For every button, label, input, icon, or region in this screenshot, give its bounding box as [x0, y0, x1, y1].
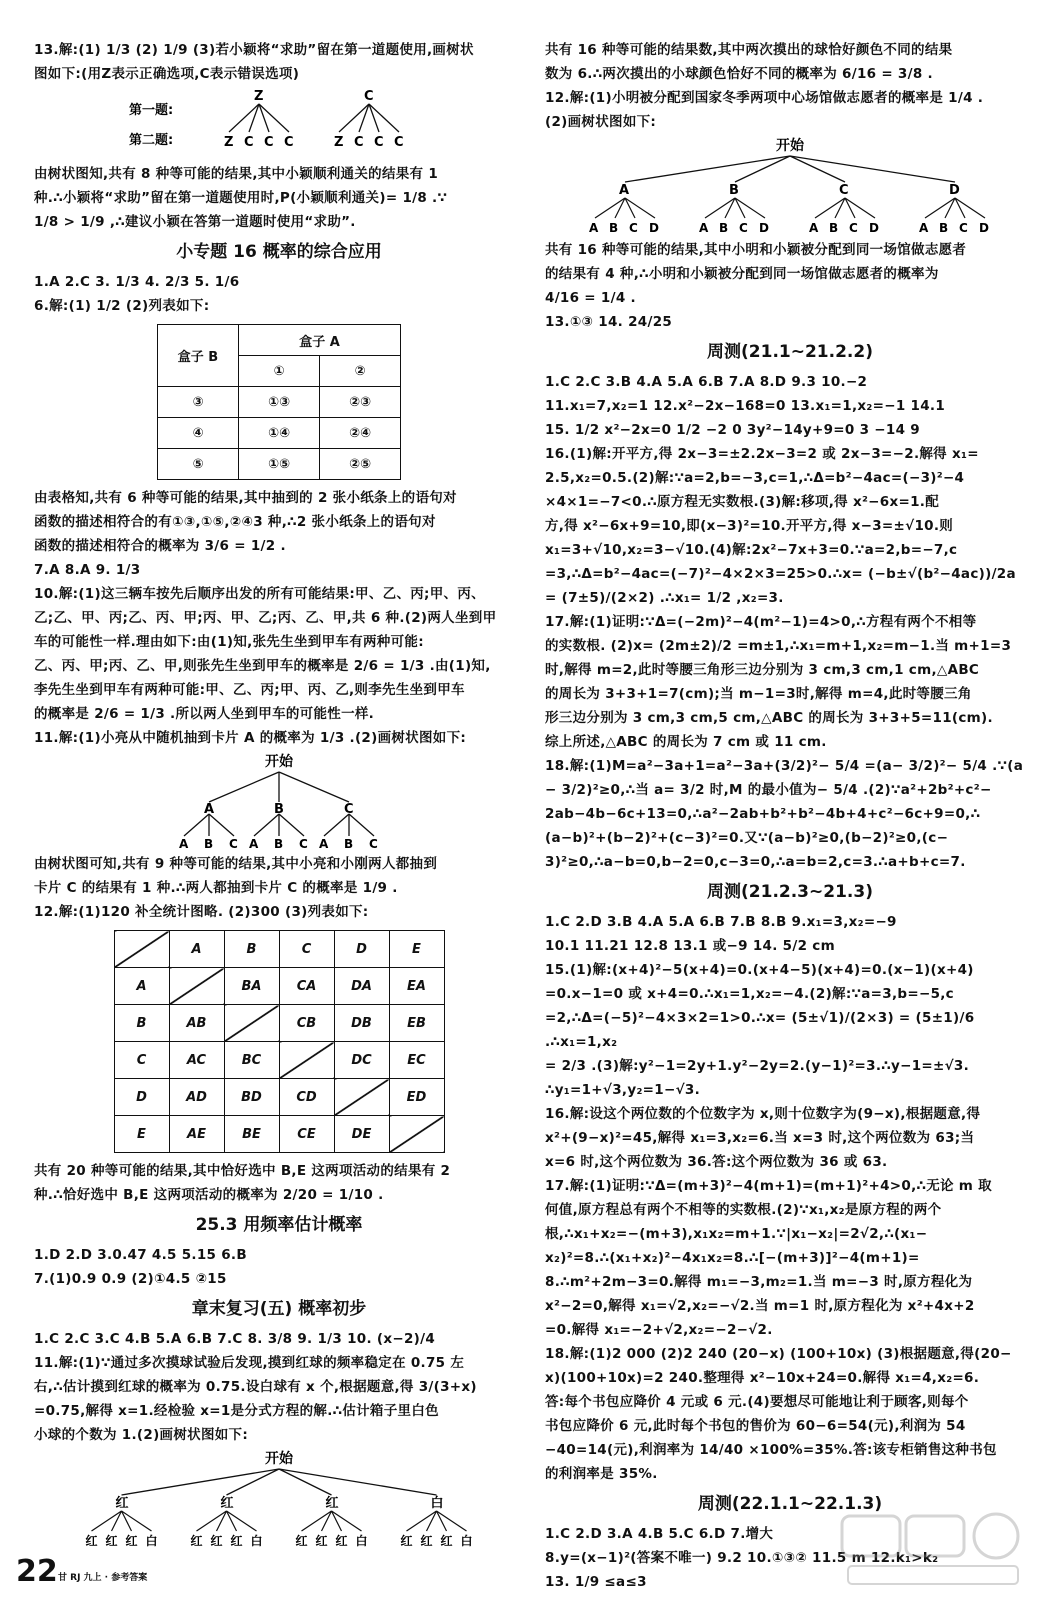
tree-node: A [699, 221, 709, 235]
tree-node: C [849, 221, 858, 235]
table-cell: BE [224, 1116, 279, 1153]
tree-node: Z [254, 89, 264, 104]
answer-line: 7.A 8.A 9. 1/3 [34, 562, 141, 578]
text-line: 的周长为 3+3+1=7(cm);当 m−1=3时,解得 m=4,此时等腰三角 [545, 686, 972, 702]
text-line: 的利润率是 35%. [545, 1466, 658, 1482]
answer-line: 10.1 11.21 12.8 13.1 或−9 14. 5/2 cm [545, 938, 835, 954]
text-line: 16.(1)解:开平方,得 2x−3=±2.2x−3=2 或 2x−3=−2.解得 x₁= [545, 446, 979, 462]
tree-node: A [619, 183, 630, 198]
table-cell: DE [334, 1116, 389, 1153]
table-cell [114, 931, 169, 968]
text-line: (a−b)²+(b−2)²+(c−3)²=0.又∵(a−b)²≥0,(b−2)²≥0,(c− [545, 830, 949, 846]
text-line: 2.5,x₂=0.5.(2)解:∵a=2,b=−3,c=1,∴Δ=b²−4ac=(−3)²−4 [545, 470, 965, 486]
tree-node: C [299, 837, 308, 850]
text-line: 由表格知,共有 6 种等可能的结果,其中抽到的 2 张小纸条上的语句对 [34, 490, 457, 506]
text-line: 李先生坐到甲车有两种可能:甲、乙、丙;甲、丙、乙,则李先生坐到甲车 [34, 682, 465, 698]
text-line: 答:每个书包应降价 4 元或 6 元.(4)要想尽可能地让利于顾客,则每个 [545, 1394, 969, 1410]
tree-node: 红 [440, 1534, 453, 1548]
table-box [157, 324, 401, 480]
watermark-logo-icon [838, 1510, 1028, 1590]
text-line: 由树状图知,共有 8 种等可能的结果,其中小颖顺利通关的结果有 1 [34, 166, 439, 182]
tree-node: B [939, 221, 949, 235]
text-line: 18.解:(1)2 000 (2)2 240 (20−x) (100+10x) (3)根据题意,得(20− [545, 1346, 1012, 1362]
table-cell: E [114, 1116, 169, 1153]
table-cell: B [114, 1005, 169, 1042]
tree-node: B [729, 183, 739, 198]
table-cell: ②④ [320, 418, 401, 449]
table-cell: EB [389, 1005, 444, 1042]
tree-label: 第二题: [129, 133, 174, 148]
table-cell: EC [389, 1042, 444, 1079]
table-cell: AB [169, 1005, 224, 1042]
text-line: 10.解:(1)这三辆车按先后顺序出发的所有可能结果:甲、乙、丙;甲、丙、 [34, 586, 485, 602]
answer-line: 11.x₁=7,x₂=1 12.x²−2x−168=0 13.x₁=1,x₂=−1 14.1 [545, 398, 946, 414]
table-cell: D [114, 1079, 169, 1116]
table-cell: ②⑤ [320, 449, 401, 480]
answer-line: 1.C 2.C 3.B 4.A 5.A 6.B 7.A 8.D 9.3 10.−2 [545, 374, 868, 390]
text-line: 数为 6.∴两次摸出的小球颜色恰好不同的概率为 6/16 = 3/8 . [545, 66, 933, 82]
right-column [545, 38, 1035, 1594]
table-cell: EA [389, 968, 444, 1005]
tree-node: A [919, 221, 929, 235]
answer-line: 13. 1/9 ≤a≤3 [545, 1574, 647, 1590]
tree-node: B [274, 837, 284, 850]
text-line: 2ab−4b−6c+13=0,∴a²−2ab+b²+b²−4b+4+c²−6c+9=0,∴ [545, 806, 981, 822]
table-row [158, 449, 401, 480]
table-cell: C [279, 931, 334, 968]
text-line: =3,∴Δ=b²−4ac=(−7)²−4×2×3=25>0.∴x= (−b±√(b²−4ac))/2a [545, 566, 1016, 582]
text-line: −40=14(元),利润率为 14/40 ×100%=35%.答:该专柜销售这种书包 [545, 1442, 997, 1458]
answer-line: 1.D 2.D 3.0.47 4.5 5.15 6.B [34, 1247, 247, 1263]
table-header: 盒子 A [239, 325, 401, 356]
table-cell: ② [320, 356, 401, 387]
tree-branch [790, 156, 955, 182]
tree-node: 开始 [265, 1451, 293, 1467]
tree-node: C [839, 183, 849, 198]
text-line: 18.解:(1)M=a²−3a+1=a²−3a+(3/2)²− 5/4 =(a− 3/2)²− 5/4 .∵(a [545, 758, 1024, 774]
tree-node: 红 [315, 1534, 328, 1548]
answer-line: 13.①③ 14. 24/25 [545, 314, 673, 330]
text-line: ×4×1=−7<0.∴原方程无实数根.(3)解:移项,得 x²−6x=1.配 [545, 494, 940, 510]
text-line: x₁=3+√10,x₂=3−√10.(4)解:2x²−7x+3=0.∵a=2,b=−7,c [545, 542, 958, 558]
table-cell: AC [169, 1042, 224, 1079]
text-line: 11.解:(1)∵通过多次摸球试验后发现,摸到红球的频率稳定在 0.75 左 [34, 1355, 465, 1371]
tree-node: A [249, 837, 259, 850]
tree-node: 白 [460, 1534, 473, 1548]
tree-branch [625, 156, 790, 182]
table-cell: ①⑤ [239, 449, 320, 480]
table-header: 盒子 B [158, 325, 239, 387]
answer-line: 1.C 2.C 3.C 4.B 5.A 6.B 7.C 8. 3/8 9. 1/3 10. (x−2)/4 [34, 1331, 436, 1347]
section-title: 周测(21.1~21.2.2) [707, 342, 873, 362]
table-cell: CE [279, 1116, 334, 1153]
text-line: =2,∴Δ=(−5)²−4×3×2=1>0.∴x= (5±√1)/(2×3) = (5±1)/6 .∴x₁=1,x₂ [545, 1010, 975, 1050]
table-cell: D [334, 931, 389, 968]
text-line: − 3/2)²≥0,∴当 a= 3/2 时,M 的最小值为− 5/4 .(2)∵a²+2b²+c²− [545, 782, 992, 798]
tree-node: 红 [420, 1534, 433, 1548]
answer-line: 1.A 2.C 3. 1/3 4. 2/3 5. 1/6 [34, 274, 240, 290]
table-cell: A [114, 968, 169, 1005]
text-line: = (7±5)/(2×2) .∴x₁= 1/2 ,x₂=3. [545, 590, 784, 606]
page-number: 22 [16, 1554, 58, 1589]
answer-line: 7.(1)0.9 0.9 (2)①4.5 ②15 [34, 1271, 227, 1287]
tree-node: 红 [85, 1534, 98, 1548]
table-cell: BA [224, 968, 279, 1005]
text-line: 15.(1)解:(x+4)²−5(x+4)=0.(x+4−5)(x+4)=0.(x−1)(x+4) [545, 962, 974, 978]
text-line: 12.解:(1)120 补全统计图略. (2)300 (3)列表如下: [34, 904, 369, 920]
table-cell: A [169, 931, 224, 968]
tree-node: 白 [355, 1534, 368, 1548]
tree-node: 红 [210, 1534, 223, 1548]
text-line: 图如下:(用Z表示正确选项,C表示错误选项) [34, 66, 300, 82]
tree-node: C [344, 802, 354, 817]
text-line: x=6 时,这个两位数为 36.答:这个两位数为 36 或 63. [545, 1154, 888, 1170]
text-line: 共有 16 种等可能的结果数,其中两次摸出的球恰好颜色不同的结果 [545, 42, 953, 58]
text-line: 乙、丙、甲;丙、乙、甲,则张先生坐到甲车的概率是 2/6 = 1/3 .由(1)知, [34, 658, 491, 674]
section-title: 25.3 用频率估计概率 [195, 1215, 363, 1235]
tree-node: 红 [295, 1534, 308, 1548]
text-line: 车的可能性一样.理由如下:由(1)知,张先生坐到甲车有两种可能: [34, 634, 424, 650]
table-pairs [114, 930, 445, 1153]
text-line: 综上所述,△ABC 的周长为 7 cm 或 11 cm. [545, 734, 827, 750]
tree-node: 白 [250, 1534, 263, 1548]
tree-node: Z [224, 135, 234, 150]
text-line: 6.解:(1) 1/2 (2)列表如下: [34, 298, 210, 314]
tree-diagram-11 [99, 752, 459, 850]
text-line: 根,∴x₁+x₂=−(m+3),x₁x₂=m+1.∵|x₁−x₂|=2√2,∴(x₁− [545, 1226, 928, 1242]
tree-node: D [649, 221, 659, 235]
tree-node: C [364, 89, 374, 104]
table-cell: DC [334, 1042, 389, 1079]
text-line: 卡片 C 的结果有 1 种.∴两人都抽到卡片 C 的概率是 1/9 . [34, 880, 398, 896]
tree-node: 红 [400, 1534, 413, 1548]
table-cell: DB [334, 1005, 389, 1042]
text-line: x)(100+10x)=2 240.整理得 x²−10x+24=0.解得 x₁=4,x₂=6. [545, 1370, 980, 1386]
text-line: =0.x−1=0 或 x+4=0.∴x₁=1,x₂=−4.(2)解:∵a=3,b=−5,c [545, 986, 954, 1002]
tree-node: 红 [105, 1534, 118, 1548]
text-line: ∴y₁=1+√3,y₂=1−√3. [545, 1082, 701, 1098]
tree-node: B [719, 221, 729, 235]
tree-node: C [244, 135, 254, 150]
table-cell: B [224, 931, 279, 968]
tree-diagram-review [69, 1449, 489, 1549]
text-line: 的结果有 4 种,∴小明和小颖被分配到同一场馆做志愿者的概率为 [545, 266, 939, 282]
text-line: 17.解:(1)证明:∵Δ=(m+3)²−4(m+1)=(m+1)²+4>0,∴无论 m 取 [545, 1178, 992, 1194]
text-line: 的实数根. (2)x= (2m±2)/2 =m±1,∴x₁=m+1,x₂=m−1.当 m+1=3 [545, 638, 1012, 654]
table-row [158, 387, 401, 418]
footer-label: 甘 RJ 九上 · 参考答案 [58, 1573, 148, 1583]
tree-node: 红 [325, 1496, 339, 1511]
tree-branch [122, 1469, 280, 1495]
table-row [114, 1042, 444, 1079]
text-line: 的概率是 2/6 = 1/3 .所以两人坐到甲车的可能性一样. [34, 706, 375, 722]
table-cell: ①③ [239, 387, 320, 418]
table-header-row [114, 931, 444, 968]
table-cell: BC [224, 1042, 279, 1079]
tree-node: C [629, 221, 638, 235]
table-row [114, 968, 444, 1005]
tree-diagram-13 [69, 88, 489, 160]
text-line: 1/8 > 1/9 ,∴建议小颖在答第一道题时使用“求助”. [34, 214, 356, 230]
tree-node: C [354, 135, 364, 150]
tree-node: B [609, 221, 619, 235]
table-row [114, 1116, 444, 1153]
text-line: (2)画树状图如下: [545, 114, 657, 130]
table-cell: C [114, 1042, 169, 1079]
tree-node: 红 [230, 1534, 243, 1548]
tree-node: 白 [430, 1496, 444, 1511]
table-cell: AE [169, 1116, 224, 1153]
tree-node: C [959, 221, 968, 235]
tree-node: A [589, 221, 599, 235]
tree-node: 红 [335, 1534, 348, 1548]
table-cell [279, 1042, 334, 1079]
table-row [158, 418, 401, 449]
table-cell: ②③ [320, 387, 401, 418]
tree-node: C [229, 837, 238, 850]
table-cell [389, 1116, 444, 1153]
text-line: =0.解得 x₁=−2+√2,x₂=−2−√2. [545, 1322, 773, 1338]
text-line: 种.∴小颖将“求助”留在第一道题使用时,P(小颖顺利通关)= 1/8 .∵ [34, 190, 448, 206]
tree-node: C [284, 135, 294, 150]
table-cell [224, 1005, 279, 1042]
tree-node: 开始 [265, 754, 293, 770]
tree-node: A [809, 221, 819, 235]
section-title: 周测(21.2.3~21.3) [707, 882, 873, 902]
text-line: = 2/3 .(3)解:y²−1=2y+1.y²−2y=2.(y−1)²=3.∴y−1=±√3. [545, 1058, 970, 1074]
text-line: 由树状图可知,共有 9 种等可能的结果,其中小亮和小刚两人都抽到 [34, 856, 438, 872]
tree-node: A [204, 802, 215, 817]
tree-node: 开始 [776, 138, 804, 154]
table-cell: BD [224, 1079, 279, 1116]
table-row [114, 1005, 444, 1042]
tree-node: C [374, 135, 384, 150]
table-cell: AD [169, 1079, 224, 1116]
section-title: 周测(22.1.1~22.1.3) [697, 1494, 883, 1514]
left-column [34, 38, 524, 1551]
section-title: 小专题 16 概率的综合应用 [176, 242, 382, 262]
table-cell: ① [239, 356, 320, 387]
tree-node: 红 [190, 1534, 203, 1548]
table-cell: CB [279, 1005, 334, 1042]
tree-node: D [869, 221, 879, 235]
text-line: 13.解:(1) 1/3 (2) 1/9 (3)若小颖将“求助”留在第一道题使用,画树状 [34, 42, 474, 58]
text-line: =0.75,解得 x=1.经检验 x=1是分式方程的解.∴估计箱子里白色 [34, 1403, 439, 1419]
text-line: 乙;乙、甲、丙;乙、丙、甲;丙、甲、乙;丙、乙、甲,共 6 种.(2)两人坐到甲 [34, 610, 497, 626]
text-line: 11.解:(1)小亮从中随机抽到卡片 A 的概率为 1/3 .(2)画树状图如下: [34, 730, 467, 746]
tree-node: C [264, 135, 274, 150]
tree-node: 白 [145, 1534, 158, 1548]
table-cell: ⑤ [158, 449, 239, 480]
text-line: x²−2=0,解得 x₁=√2,x₂=−√2.当 m=1 时,原方程化为 x²+4x+2 [545, 1298, 975, 1314]
answer-line: 15. 1/2 x²−2x=0 1/2 −2 0 3y²−14y+9=0 3 −14 9 [545, 422, 920, 438]
text-line: 8.∴m²+2m−3=0.解得 m₁=−3,m₂=1.当 m=−3 时,原方程化为 [545, 1274, 973, 1290]
text-line: 函数的描述相符合的概率为 3/6 = 1/2 . [34, 538, 286, 554]
text-line: 共有 16 种等可能的结果,其中小明和小颖被分配到同一场馆做志愿者 [545, 242, 967, 258]
table-cell: CA [279, 968, 334, 1005]
tree-node: D [979, 221, 989, 235]
text-line: 12.解:(1)小明被分配到国家冬季两项中心场馆做志愿者的概率是 1/4 . [545, 90, 984, 106]
text-line: 种.∴恰好选中 B,E 这两项活动的概率为 2/20 = 1/10 . [34, 1187, 384, 1203]
table-row [114, 1079, 444, 1116]
text-line: 4/16 = 1/4 . [545, 290, 636, 306]
text-line: 函数的描述相符合的有①③,①⑤,②④3 种,∴2 张小纸条上的语句对 [34, 514, 436, 530]
tree-node: C [369, 837, 378, 850]
text-line: 何值,原方程总有两个不相等的实数根.(2)∵x₁,x₂是原方程的两个 [545, 1202, 942, 1218]
answer-line: 1.C 2.D 3.A 4.B 5.C 6.D 7.增大 [545, 1526, 774, 1542]
section-title: 章末复习(五) 概率初步 [191, 1299, 367, 1319]
tree-node: B [274, 802, 284, 817]
text-line: 共有 20 种等可能的结果,其中恰好选中 B,E 这两项活动的结果有 2 [34, 1163, 451, 1179]
table-cell: ④ [158, 418, 239, 449]
tree-node: B [829, 221, 839, 235]
table-cell [334, 1079, 389, 1116]
table-cell: ③ [158, 387, 239, 418]
table-cell: ED [389, 1079, 444, 1116]
tree-node: A [319, 837, 329, 850]
text-line: 16.解:设这个两位数的个位数字为 x,则十位数字为(9−x),根据题意,得 [545, 1106, 981, 1122]
table-cell: ①④ [239, 418, 320, 449]
tree-node: C [739, 221, 748, 235]
tree-branch [279, 1469, 437, 1495]
tree-node: B [204, 837, 214, 850]
tree-diagram-12 [570, 136, 1010, 236]
text-line: 3)²≥0,∴a−b=0,b−2=0,c−3=0,∴a=b=2,c=3.∴a+b+c=7. [545, 854, 966, 870]
text-line: x²+(9−x)²=45,解得 x₁=3,x₂=6.当 x=3 时,这个两位数为 63;当 [545, 1130, 975, 1146]
tree-node: Z [334, 135, 344, 150]
text-line: 形三边分别为 3 cm,3 cm,5 cm,△ABC 的周长为 3+3+5=11(cm). [545, 710, 993, 726]
text-line: 17.解:(1)证明:∵Δ=(−2m)²−4(m²−1)=4>0,∴方程有两个不相等 [545, 614, 977, 630]
table-cell: DA [334, 968, 389, 1005]
tree-node: D [759, 221, 769, 235]
text-line: 书包应降价 6 元,此时每个书包的售价为 60−6=54(元),利润为 54 [545, 1418, 966, 1434]
answer-line: 1.C 2.D 3.B 4.A 5.A 6.B 7.B 8.B 9.x₁=3,x₂=−9 [545, 914, 897, 930]
tree-node: B [344, 837, 354, 850]
text-line: x₂)²=8.∴(x₁+x₂)²−4x₁x₂=8.∴[−(m+3)]²−4(m+1)= [545, 1250, 920, 1266]
tree-node: 红 [220, 1496, 234, 1511]
table-cell: CD [279, 1079, 334, 1116]
table-cell [169, 968, 224, 1005]
tree-node: 红 [125, 1534, 138, 1548]
answer-line: 8.y=(x−1)²(答案不唯一) 9.2 10.①③② 11.5 m 12.k₁>k₂ [545, 1550, 939, 1566]
tree-label: 第一题: [129, 103, 174, 118]
tree-node: 红 [115, 1496, 129, 1511]
text-line: 右,∴估计摸到红球的概率为 0.75.设白球有 x 个,根据题意,得 3/(3+x) [34, 1379, 477, 1395]
text-line: 方,得 x²−6x+9=10,即(x−3)²=10.开平方,得 x−3=±√10.则 [545, 518, 954, 534]
table-cell: E [389, 931, 444, 968]
tree-node: D [949, 183, 960, 198]
tree-node: A [179, 837, 189, 850]
text-line: 时,解得 m=2,此时等腰三角形三边分别为 3 cm,3 cm,1 cm,△ABC [545, 662, 980, 678]
text-line: 小球的个数为 1.(2)画树状图如下: [34, 1427, 249, 1443]
tree-node: C [394, 135, 404, 150]
